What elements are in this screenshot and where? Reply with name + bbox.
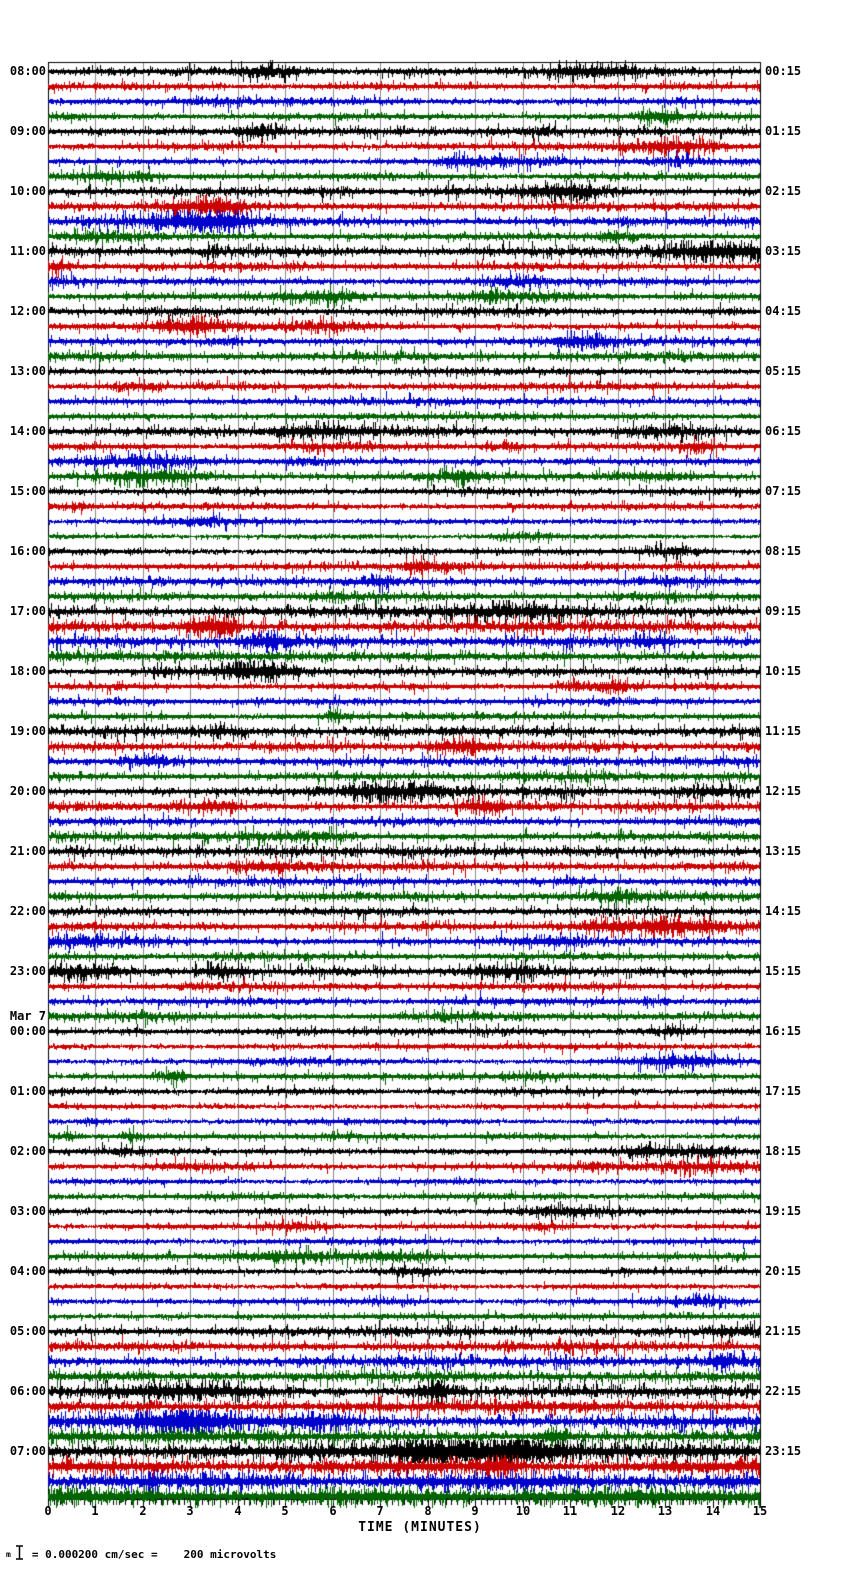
x-axis-tick-label: 4 [234, 1504, 242, 1518]
pst-hour-label: 19:15 [765, 1204, 802, 1218]
pst-hour-label: 21:15 [765, 1324, 802, 1338]
utc-hour-label: 13:00 [9, 364, 46, 378]
utc-date-break-label: Mar 7 [9, 1009, 46, 1023]
utc-hour-label: 09:00 [9, 124, 46, 138]
x-axis-tick-label: 2 [139, 1504, 147, 1518]
pst-hour-label: 11:15 [765, 724, 802, 738]
utc-hour-label: 17:00 [9, 604, 46, 618]
pst-hour-label: 16:15 [765, 1024, 802, 1038]
utc-hour-label: 07:00 [9, 1444, 46, 1458]
x-axis-title: TIME (MINUTES) [358, 1520, 482, 1535]
utc-hour-label: 05:00 [9, 1324, 46, 1338]
utc-hour-label: 19:00 [9, 724, 46, 738]
pst-hour-label: 08:15 [765, 544, 802, 558]
pst-hour-label: 14:15 [765, 904, 802, 918]
x-axis-tick-label: 6 [329, 1504, 337, 1518]
utc-hour-label: 04:00 [9, 1264, 46, 1278]
x-axis-tick-label: 13 [657, 1504, 673, 1518]
pst-hour-label: 02:15 [765, 184, 802, 198]
utc-hour-label: 03:00 [9, 1204, 46, 1218]
utc-hour-label: 08:00 [9, 64, 46, 78]
pst-hour-label: 20:15 [765, 1264, 802, 1278]
utc-hour-label: 22:00 [9, 904, 46, 918]
utc-hour-label: 23:00 [9, 964, 46, 978]
x-axis-tick-label: 0 [44, 1504, 52, 1518]
utc-hour-label: 01:00 [9, 1084, 46, 1098]
footer-scale-note [6, 1546, 276, 1562]
x-axis-tick-label: 5 [281, 1504, 289, 1518]
pst-hour-label: 23:15 [765, 1444, 802, 1458]
footer-scale-equation: = 0.000200 cm/sec = [31, 1547, 158, 1561]
utc-hour-label: 20:00 [9, 784, 46, 798]
utc-hour-label: 12:00 [9, 304, 46, 318]
pst-hour-label: 13:15 [765, 844, 802, 858]
x-axis-tick-label: 10 [515, 1504, 531, 1518]
pst-hour-label: 07:15 [765, 484, 802, 498]
utc-hour-label: 02:00 [9, 1144, 46, 1158]
utc-hour-label: 06:00 [9, 1384, 46, 1398]
x-axis-tick-label: 3 [186, 1504, 194, 1518]
x-axis-tick-label: 7 [376, 1504, 384, 1518]
x-axis-tick-label: 1 [91, 1504, 99, 1518]
pst-hour-label: 00:15 [765, 64, 802, 78]
utc-hour-label: 21:00 [9, 844, 46, 858]
utc-hour-label: 15:00 [9, 484, 46, 498]
x-axis-tick-label: 11 [562, 1504, 578, 1518]
utc-hour-label: 11:00 [9, 244, 46, 258]
pst-hour-label: 03:15 [765, 244, 802, 258]
pst-hour-label: 10:15 [765, 664, 802, 678]
pst-hour-label: 04:15 [765, 304, 802, 318]
pst-hour-label: 18:15 [765, 1144, 802, 1158]
x-axis-tick-label: 9 [471, 1504, 479, 1518]
pst-hour-label: 05:15 [765, 364, 802, 378]
x-axis-tick-label: 8 [424, 1504, 432, 1518]
utc-hour-label: 18:00 [9, 664, 46, 678]
pst-hour-label: 22:15 [765, 1384, 802, 1398]
utc-hour-label: 10:00 [9, 184, 46, 198]
utc-hour-label: 14:00 [9, 424, 46, 438]
footer-equivalent: 200 microvolts [183, 1547, 277, 1561]
x-axis-tick-label: 15 [752, 1504, 768, 1518]
pst-hour-label: 06:15 [765, 424, 802, 438]
pst-hour-label: 15:15 [765, 964, 802, 978]
footer-prefix: m [6, 1549, 11, 1559]
pst-hour-label: 01:15 [765, 124, 802, 138]
utc-hour-label: 16:00 [9, 544, 46, 558]
utc-hour-label: 00:00 [9, 1024, 46, 1038]
x-axis-tick-label: 12 [610, 1504, 626, 1518]
x-axis-tick-label: 14 [705, 1504, 721, 1518]
pst-hour-label: 17:15 [765, 1084, 802, 1098]
pst-hour-label: 12:15 [765, 784, 802, 798]
footer-scale-bar-icon [15, 1545, 24, 1564]
pst-hour-label: 09:15 [765, 604, 802, 618]
